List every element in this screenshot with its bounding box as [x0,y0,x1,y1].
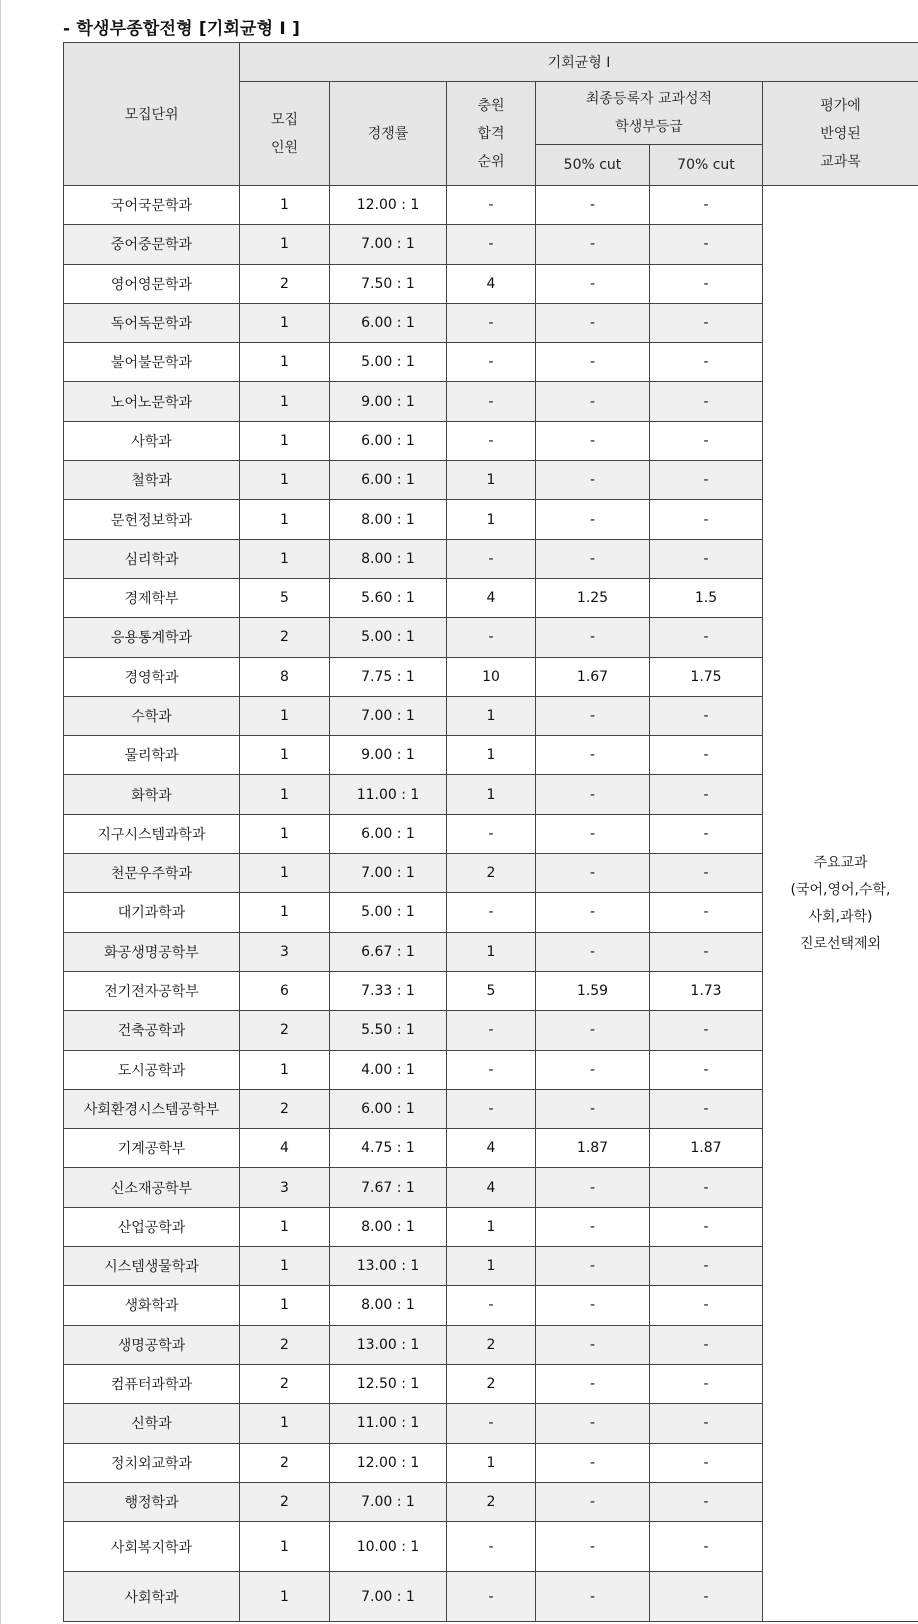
cell-cut50: - [536,696,650,735]
table-row [64,186,918,225]
cell-ratio: 7.75 : 1 [330,657,447,696]
cell-unit: 불어불문학과 [64,343,240,382]
header-ratio-label: 경쟁률 [367,125,409,142]
cell-quota: 2 [240,1011,330,1050]
table-body [64,186,918,1622]
cell-cut50: - [536,461,650,500]
cell-cut70: - [650,1168,763,1207]
cell-cut50: 1.67 [536,657,650,696]
cell-ratio: 12.50 : 1 [330,1364,447,1403]
cell-cut50: 1.25 [536,578,650,617]
header-extra-line-1: 충원 [477,97,505,114]
header-ratio [330,82,447,186]
cell-cut50: - [536,303,650,342]
cell-cut50: - [536,1011,650,1050]
cell-cut70: - [650,343,763,382]
cell-unit: 응용통계학과 [64,618,240,657]
header-eval-line-3: 교과목 [820,153,861,170]
cell-extra: - [447,225,536,264]
cell-quota: 1 [240,421,330,460]
cell-ratio: 8.00 : 1 [330,1286,447,1325]
cell-quota: 1 [240,461,330,500]
header-quota-line-1: 모집 [270,111,299,128]
cell-ratio: 6.00 : 1 [330,1089,447,1128]
cell-ratio: 6.00 : 1 [330,421,447,460]
eval-subjects-line: 사회,과학) [808,908,873,925]
header-eval-line-1: 평가에 [820,97,861,114]
header-quota-line-2: 인원 [270,139,299,156]
cell-unit: 행정학과 [64,1482,240,1521]
cell-cut70: - [650,225,763,264]
cell-ratio: 7.50 : 1 [330,264,447,303]
cell-quota: 3 [240,1168,330,1207]
cell-ratio: 4.75 : 1 [330,1129,447,1168]
cell-unit: 지구시스템과학과 [64,814,240,853]
cell-cut50: - [536,1572,650,1622]
cell-unit: 국어국문학과 [64,186,240,225]
cell-cut70: - [650,775,763,814]
cell-cut50: - [536,1168,650,1207]
cell-extra: 1 [447,1247,536,1286]
cell-extra: - [447,1089,536,1128]
cell-cut50: - [536,1522,650,1572]
cell-extra: - [447,1404,536,1443]
cell-ratio: 10.00 : 1 [330,1522,447,1572]
cell-quota: 1 [240,1572,330,1622]
cell-quota: 1 [240,186,330,225]
cell-extra: - [447,1011,536,1050]
cell-cut50: - [536,1050,650,1089]
cell-ratio: 12.00 : 1 [330,1443,447,1482]
cell-cut70: - [650,1089,763,1128]
cell-ratio: 7.67 : 1 [330,1168,447,1207]
cell-unit: 시스템생물학과 [64,1247,240,1286]
cell-unit: 전기전자공학부 [64,971,240,1010]
cell-cut70: - [650,814,763,853]
cell-cut70: - [650,539,763,578]
cell-unit: 생명공학과 [64,1325,240,1364]
cell-extra: 2 [447,854,536,893]
cell-unit: 독어독문학과 [64,303,240,342]
cell-quota: 1 [240,736,330,775]
cell-cut70: - [650,932,763,971]
cell-extra: 4 [447,1129,536,1168]
cell-quota: 1 [240,1522,330,1572]
cell-extra: 4 [447,578,536,617]
cell-extra: 1 [447,696,536,735]
cell-quota: 4 [240,1129,330,1168]
header-final-line-1: 최종등록자 교과성적 [585,91,713,107]
cell-cut50: 1.59 [536,971,650,1010]
page-left-border [0,0,1,1624]
cell-quota: 1 [240,696,330,735]
cell-unit: 문헌정보학과 [64,500,240,539]
cell-unit: 심리학과 [64,539,240,578]
cell-ratio: 5.00 : 1 [330,618,447,657]
header-group: 기회균형 I [240,43,918,82]
cell-ratio: 8.00 : 1 [330,500,447,539]
cell-ratio: 7.00 : 1 [330,1482,447,1521]
cell-extra: - [447,303,536,342]
cell-cut70: 1.73 [650,971,763,1010]
cell-cut50: - [536,382,650,421]
cell-cut70: - [650,736,763,775]
cell-cut70: - [650,264,763,303]
cell-unit: 경제학부 [64,578,240,617]
cell-cut50: - [536,539,650,578]
cell-cut70: - [650,461,763,500]
cell-quota: 1 [240,1247,330,1286]
cell-quota: 1 [240,1404,330,1443]
cell-unit: 천문우주학과 [64,854,240,893]
cell-extra: - [447,343,536,382]
cell-ratio: 5.50 : 1 [330,1011,447,1050]
cell-unit: 노어노문학과 [64,382,240,421]
cell-cut50: - [536,264,650,303]
cell-unit: 물리학과 [64,736,240,775]
cell-quota: 1 [240,893,330,932]
cell-cut70: - [650,618,763,657]
cell-cut50: - [536,1325,650,1364]
cell-ratio: 9.00 : 1 [330,736,447,775]
cell-unit: 신소재공학부 [64,1168,240,1207]
cell-ratio: 11.00 : 1 [330,1404,447,1443]
cell-quota: 2 [240,618,330,657]
cell-cut50: - [536,343,650,382]
cell-unit: 화학과 [64,775,240,814]
cell-unit: 산업공학과 [64,1207,240,1246]
cell-extra: - [447,1522,536,1572]
cell-cut70: 1.87 [650,1129,763,1168]
cell-cut70: - [650,1364,763,1403]
cell-quota: 5 [240,578,330,617]
cell-extra: 1 [447,932,536,971]
cell-extra: 4 [447,1168,536,1207]
cell-cut70: - [650,1482,763,1521]
cell-unit: 철학과 [64,461,240,500]
cell-quota: 1 [240,814,330,853]
cell-quota: 2 [240,1364,330,1403]
cell-cut50: - [536,775,650,814]
cell-quota: 2 [240,1443,330,1482]
cell-cut70: - [650,186,763,225]
cell-extra: - [447,1286,536,1325]
header-eval [763,82,918,186]
cell-ratio: 5.00 : 1 [330,343,447,382]
cell-cut50: - [536,225,650,264]
header-extra-line-3: 순위 [477,153,505,170]
cell-quota: 1 [240,854,330,893]
cell-ratio: 5.60 : 1 [330,578,447,617]
cell-unit: 사회학과 [64,1572,240,1622]
cell-unit: 신학과 [64,1404,240,1443]
cell-extra: 2 [447,1482,536,1521]
cell-extra: 2 [447,1325,536,1364]
cell-cut70: - [650,1572,763,1622]
cell-quota: 2 [240,1325,330,1364]
cell-unit: 정치외교학과 [64,1443,240,1482]
cell-extra: 1 [447,500,536,539]
cell-quota: 1 [240,343,330,382]
cell-cut70: - [650,382,763,421]
cell-extra: - [447,382,536,421]
cell-ratio: 13.00 : 1 [330,1325,447,1364]
cell-cut50: - [536,1247,650,1286]
cell-unit: 경영학과 [64,657,240,696]
cell-ratio: 6.00 : 1 [330,303,447,342]
cell-extra: 1 [447,775,536,814]
header-final-line-2: 학생부등급 [615,119,683,135]
cell-cut70: 1.5 [650,578,763,617]
cell-extra: 10 [447,657,536,696]
header-quota [240,82,330,186]
cell-cut70: - [650,696,763,735]
header-extra-line-2: 합격 [477,125,505,142]
cell-cut70: - [650,1522,763,1572]
cell-unit: 사회복지학과 [64,1522,240,1572]
cell-extra: 5 [447,971,536,1010]
cell-cut70: - [650,854,763,893]
cell-quota: 2 [240,1482,330,1521]
cell-cut50: - [536,500,650,539]
cell-unit: 건축공학과 [64,1011,240,1050]
cell-ratio: 11.00 : 1 [330,775,447,814]
cell-ratio: 7.00 : 1 [330,854,447,893]
cell-extra: - [447,539,536,578]
cell-quota: 1 [240,1207,330,1246]
header-final [536,82,763,145]
cell-quota: 8 [240,657,330,696]
cell-cut50: - [536,1089,650,1128]
cell-ratio: 8.00 : 1 [330,1207,447,1246]
cell-cut70: - [650,500,763,539]
cell-extra: - [447,1050,536,1089]
cell-cut50: - [536,1482,650,1521]
cell-unit: 대기과학과 [64,893,240,932]
cell-unit: 생화학과 [64,1286,240,1325]
cell-cut50: - [536,854,650,893]
cell-cut70: - [650,1443,763,1482]
cell-unit: 기계공학부 [64,1129,240,1168]
section-title: - 학생부종합전형 [기회균형 I ] [63,19,301,39]
cell-cut70: - [650,1247,763,1286]
cell-quota: 1 [240,539,330,578]
cell-ratio: 4.00 : 1 [330,1050,447,1089]
cell-unit: 영어영문학과 [64,264,240,303]
cell-cut50: - [536,618,650,657]
cell-cut70: - [650,421,763,460]
eval-subjects-note [763,186,918,1622]
cell-quota: 6 [240,971,330,1010]
cell-ratio: 6.00 : 1 [330,461,447,500]
cell-cut50: - [536,1364,650,1403]
cell-ratio: 6.67 : 1 [330,932,447,971]
cell-ratio: 7.00 : 1 [330,225,447,264]
cell-extra: 1 [447,736,536,775]
cell-ratio: 12.00 : 1 [330,186,447,225]
cell-ratio: 8.00 : 1 [330,539,447,578]
cell-cut70: - [650,1011,763,1050]
eval-subjects-line: 진로선택제외 [799,935,882,952]
cell-cut70: - [650,1286,763,1325]
cell-cut50: - [536,1286,650,1325]
cell-cut50: - [536,186,650,225]
cell-quota: 1 [240,500,330,539]
cell-unit: 수학과 [64,696,240,735]
eval-subjects-line: 주요교과 [813,854,868,871]
cell-cut70: - [650,1325,763,1364]
cell-quota: 1 [240,1050,330,1089]
cell-ratio: 5.00 : 1 [330,893,447,932]
cell-cut70: 1.75 [650,657,763,696]
cell-cut50: - [536,1404,650,1443]
cell-cut70: - [650,1207,763,1246]
cell-ratio: 7.00 : 1 [330,1572,447,1622]
cell-extra: 1 [447,461,536,500]
cell-extra: 2 [447,1364,536,1403]
cell-cut70: - [650,1050,763,1089]
cell-ratio: 7.00 : 1 [330,696,447,735]
cell-quota: 1 [240,382,330,421]
cell-ratio: 13.00 : 1 [330,1247,447,1286]
cell-cut50: - [536,736,650,775]
header-eval-line-2: 반영된 [820,125,861,142]
cell-cut70: - [650,893,763,932]
cell-quota: 1 [240,225,330,264]
cell-extra: 4 [447,264,536,303]
cell-extra: - [447,421,536,460]
cell-quota: 1 [240,1286,330,1325]
cell-cut50: - [536,1207,650,1246]
cell-unit: 사회환경시스템공학부 [64,1089,240,1128]
cell-cut50: - [536,421,650,460]
cell-quota: 3 [240,932,330,971]
cell-unit: 컴퓨터과학과 [64,1364,240,1403]
cell-cut50: - [536,814,650,853]
cell-unit: 화공생명공학부 [64,932,240,971]
cell-quota: 1 [240,775,330,814]
cell-cut50: - [536,1443,650,1482]
cell-extra: - [447,186,536,225]
header-cut50: 50% cut [536,145,650,186]
admission-results-table [63,42,918,1622]
cell-cut70: - [650,303,763,342]
table-header [64,43,918,186]
cell-quota: 1 [240,303,330,342]
cell-unit: 사학과 [64,421,240,460]
cell-quota: 2 [240,1089,330,1128]
cell-unit: 중어중문학과 [64,225,240,264]
cell-ratio: 6.00 : 1 [330,814,447,853]
header-cut70: 70% cut [650,145,763,186]
cell-cut50: 1.87 [536,1129,650,1168]
cell-ratio: 9.00 : 1 [330,382,447,421]
eval-subjects-line: (국어,영어,수학, [790,881,891,898]
cell-cut70: - [650,1404,763,1443]
cell-extra: - [447,1572,536,1622]
cell-unit: 도시공학과 [64,1050,240,1089]
header-extra [447,82,536,186]
cell-cut50: - [536,893,650,932]
cell-extra: 1 [447,1207,536,1246]
cell-extra: - [447,618,536,657]
cell-cut50: - [536,932,650,971]
cell-extra: - [447,814,536,853]
cell-extra: - [447,893,536,932]
cell-extra: 1 [447,1443,536,1482]
header-unit: 모집단위 [64,43,240,186]
cell-ratio: 7.33 : 1 [330,971,447,1010]
cell-quota: 2 [240,264,330,303]
